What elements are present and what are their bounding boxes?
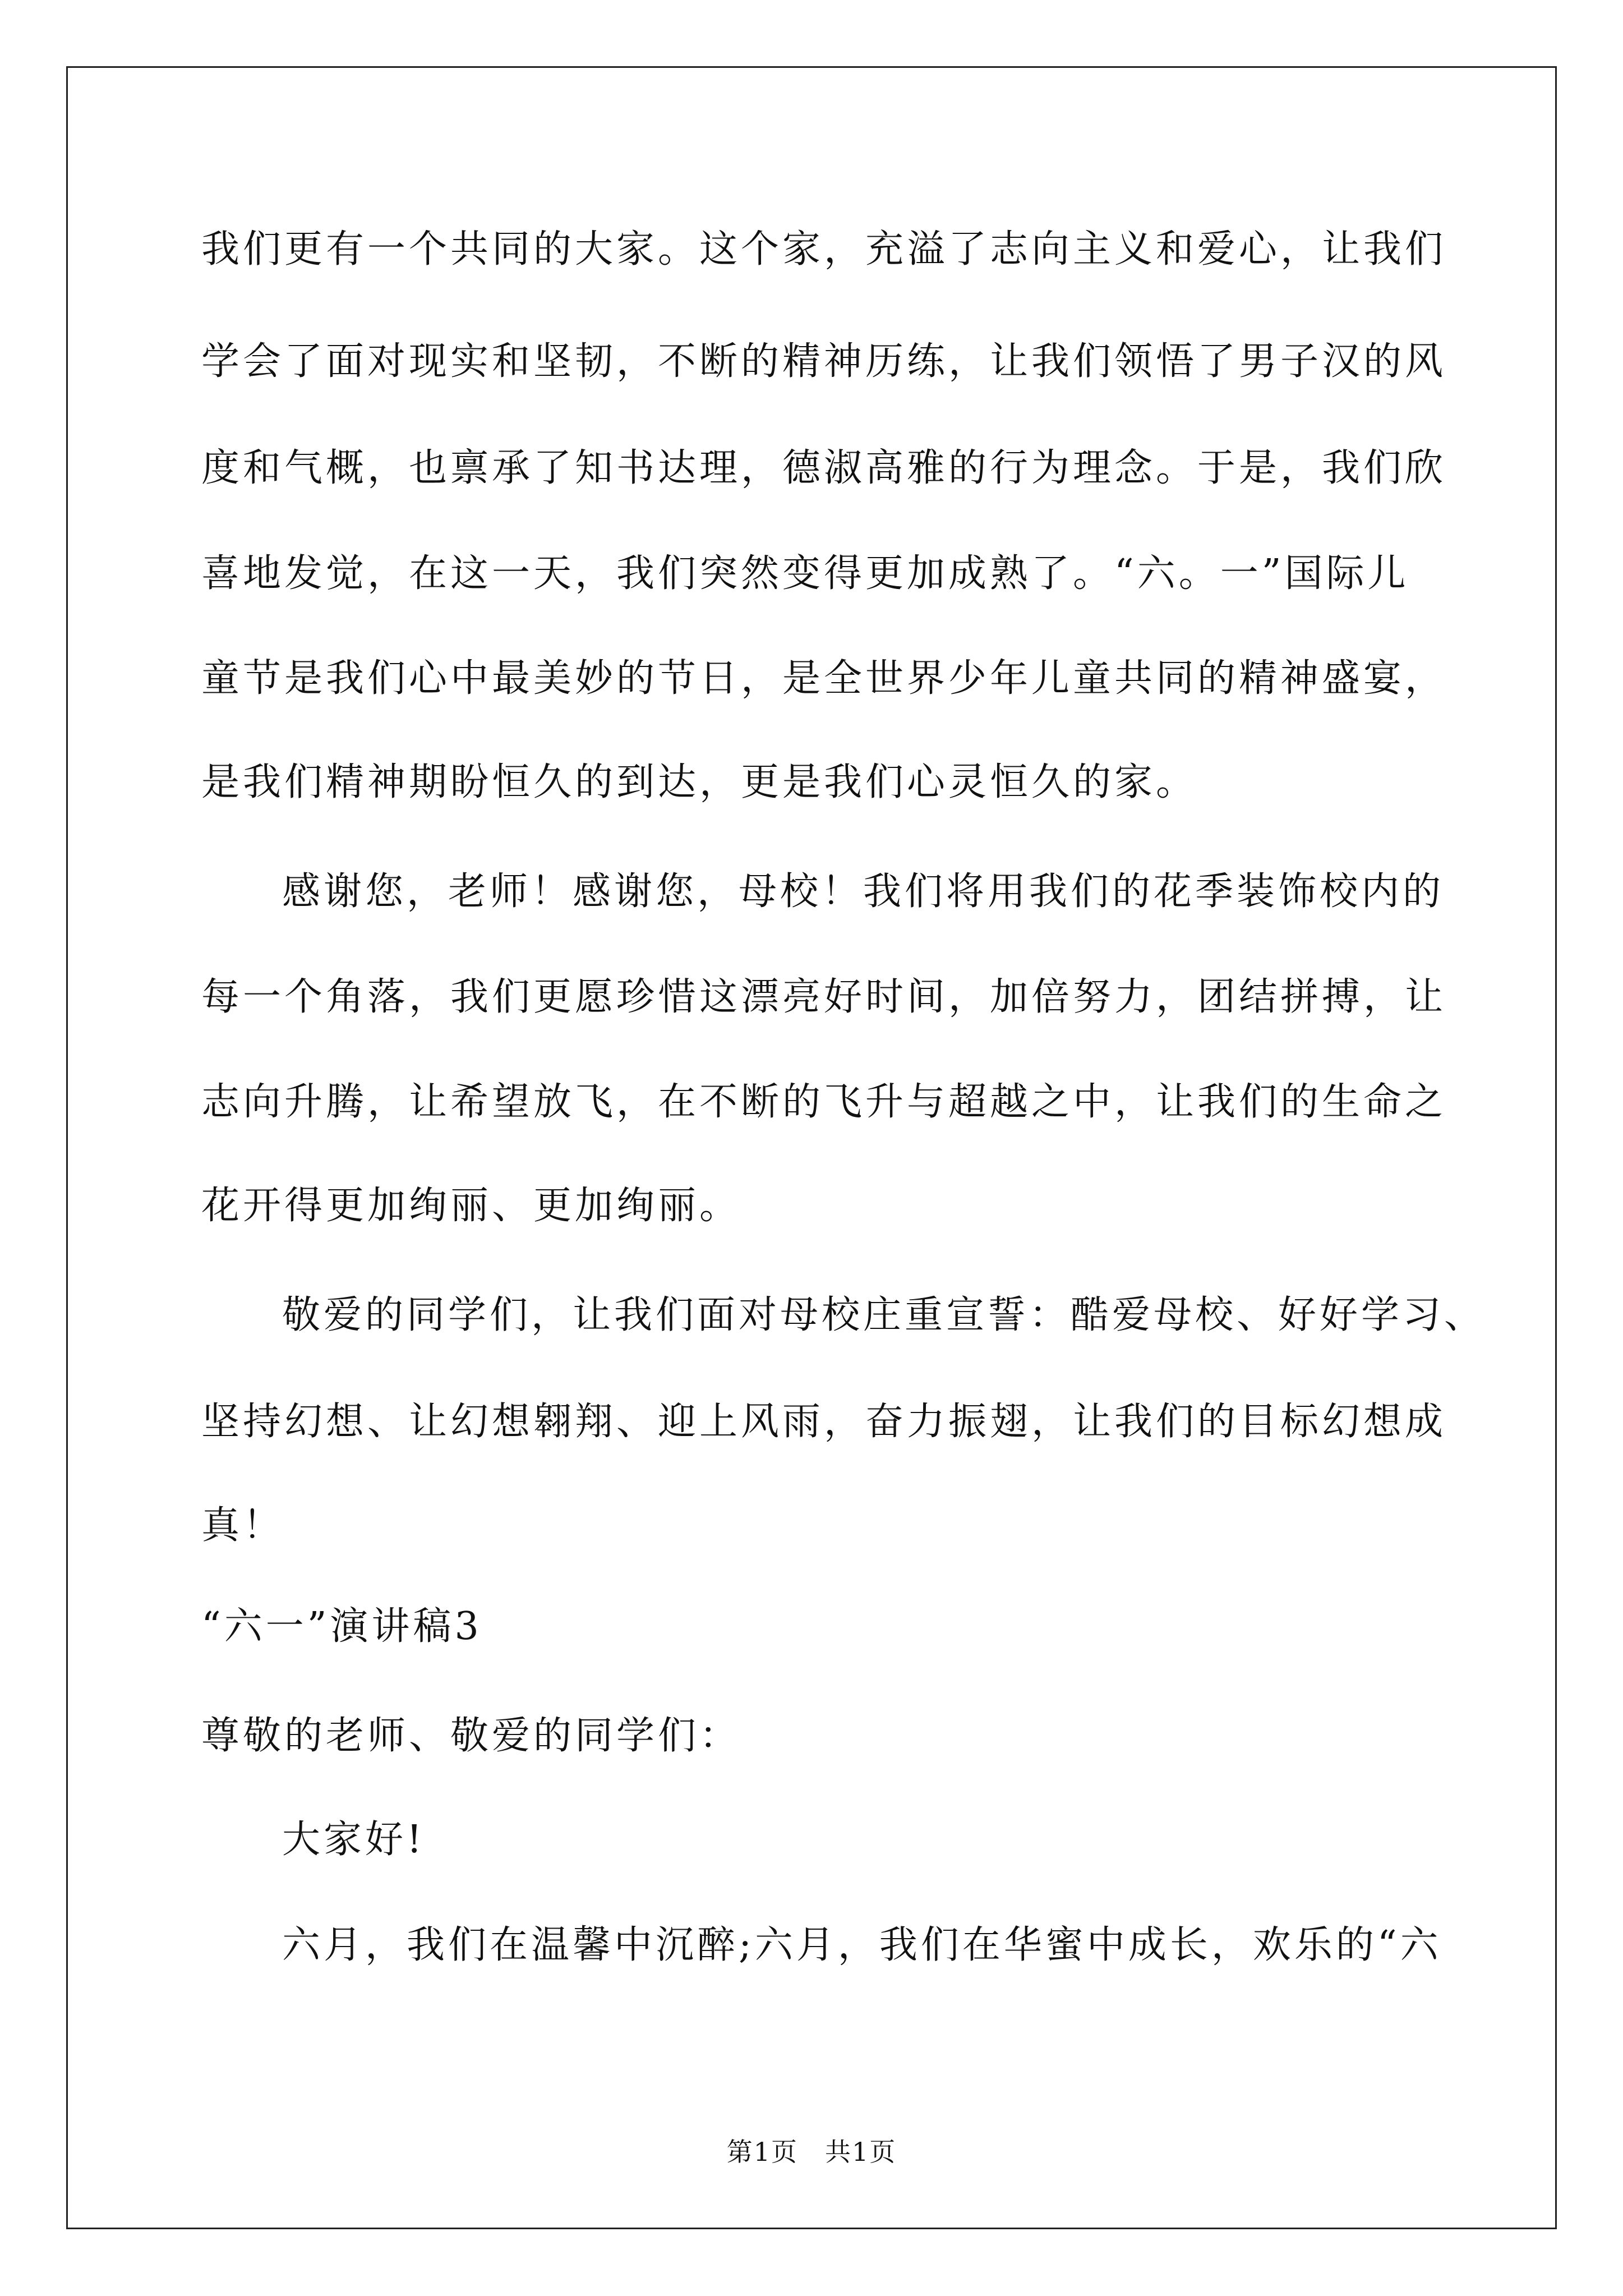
text-line: 坚持幻想、让幻想翱翔、迎上风雨，奋力振翅，让我们的目标幻想成 bbox=[201, 1400, 1447, 1444]
page-footer: 第1页 共1页 bbox=[726, 2137, 897, 2167]
salutation: 尊敬的老师、敬爱的同学们： bbox=[201, 1714, 741, 1758]
section-heading: “六一”演讲稿3 bbox=[201, 1604, 482, 1649]
text-line: 感谢您，老师！感谢您，母校！我们将用我们的花季装饰校内的 bbox=[282, 869, 1445, 914]
text-line: 喜地发觉，在这一天，我们突然变得更加成熟了。“六。一”国际儿 bbox=[201, 551, 1409, 596]
text-line: 童节是我们心中最美妙的节日，是全世界少年儿童共同的精神盛宴， bbox=[201, 656, 1447, 701]
text-line: 六月，我们在温馨中沉醉;六月，我们在华蜜中成长，欢乐的“六 bbox=[282, 1923, 1442, 1967]
text-line: 志向升腾，让希望放飞，在不断的飞升与超越之中，让我们的生命之 bbox=[201, 1080, 1447, 1124]
text-line: 花开得更加绚丽、更加绚丽。 bbox=[201, 1184, 741, 1228]
page-border bbox=[66, 66, 1557, 2229]
greeting: 大家好! bbox=[282, 1818, 426, 1862]
text-line: 度和气概，也禀承了知书达理，德淑高雅的行为理念。于是，我们欣 bbox=[201, 446, 1447, 490]
text-line: 敬爱的同学们，让我们面对母校庄重宣誓：酷爱母校、好好学习、 bbox=[282, 1293, 1486, 1337]
text-line: 真！ bbox=[201, 1503, 285, 1548]
text-line: 每一个角落，我们更愿珍惜这漂亮好时间，加倍努力，团结拼搏，让 bbox=[201, 975, 1447, 1019]
text-line: 我们更有一个共同的大家。这个家，充溢了志向主义和爱心，让我们 bbox=[201, 227, 1447, 272]
text-line: 学会了面对现实和坚韧，不断的精神历练，让我们领悟了男子汉的风 bbox=[201, 339, 1447, 384]
text-line: 是我们精神期盼恒久的到达，更是我们心灵恒久的家。 bbox=[201, 760, 1198, 804]
